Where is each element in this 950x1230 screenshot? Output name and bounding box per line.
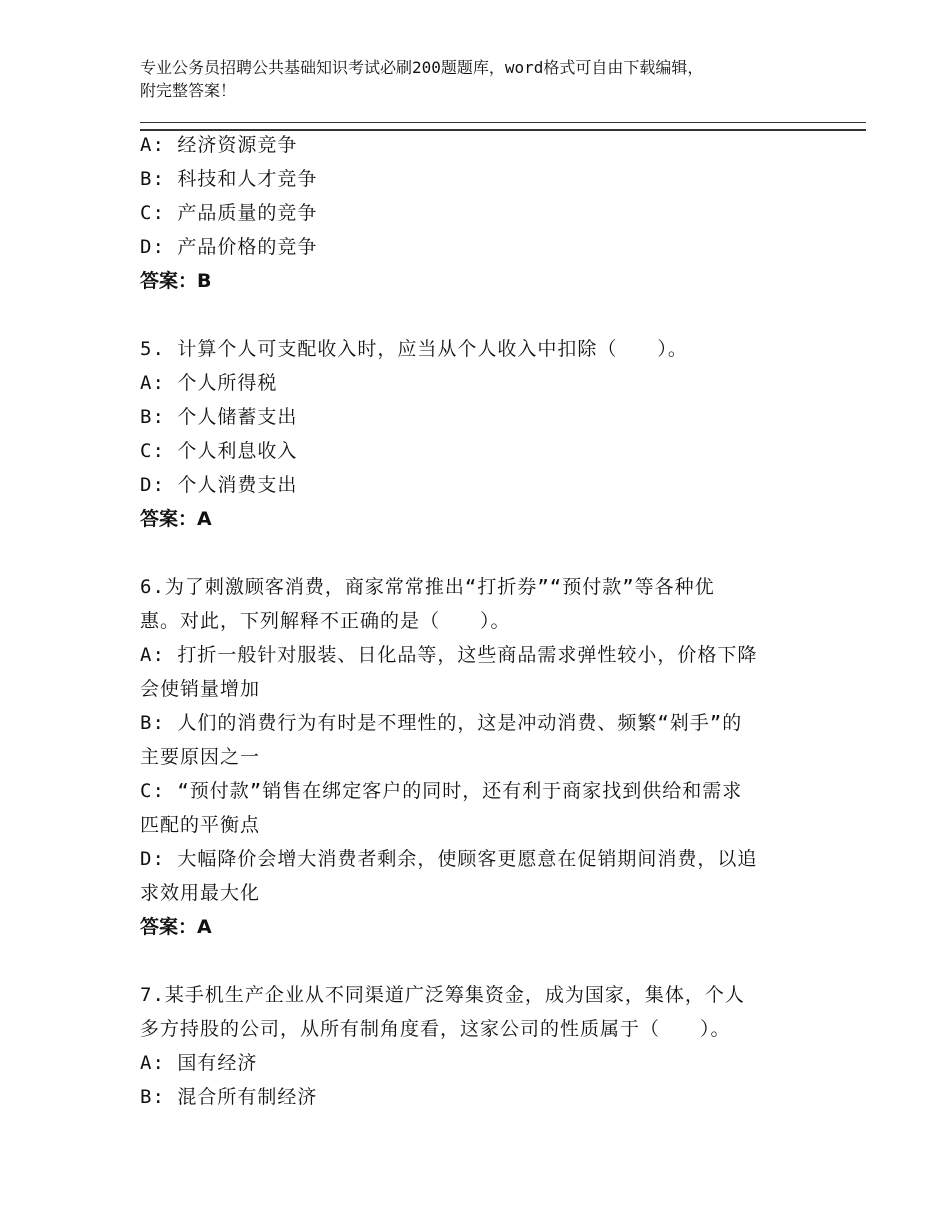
q5-option-b: B: 个人储蓄支出 [140, 406, 298, 428]
q6-option-b-line-2: 主要原因之一 [140, 746, 261, 768]
q6-question-line-1: 6.为了刺激顾客消费，商家常常推出“打折券”“预付款”等各种优 [140, 576, 715, 598]
spacer [140, 536, 830, 570]
q6-answer: 答案：A [140, 916, 212, 938]
q6-option-a-line-2: 会使销量增加 [140, 678, 261, 700]
spacer [140, 944, 830, 978]
q4-answer: 答案：B [140, 270, 212, 292]
q6-option-a-line-1: A: 打折一般针对服装、日化品等，这些商品需求弹性较小，价格下降 [140, 644, 758, 666]
header-line-2: 附完整答案！ [140, 81, 237, 100]
q5-option-d: D: 个人消费支出 [140, 474, 298, 496]
q5-option-c: C: 个人利息收入 [140, 440, 298, 462]
q5-option-a: A: 个人所得税 [140, 372, 278, 394]
header-line-1: 专业公务员招聘公共基础知识考试必刷200题题库，word格式可自由下载编辑， [140, 58, 704, 77]
q6-option-c-line-1: C: “预付款”销售在绑定客户的同时，还有利于商家找到供给和需求 [140, 780, 743, 802]
q4-option-c: C: 产品质量的竞争 [140, 202, 318, 224]
q6-option-d-line-2: 求效用最大化 [140, 882, 261, 904]
q7-option-a: A: 国有经济 [140, 1052, 258, 1074]
q4-option-b: B: 科技和人才竞争 [140, 168, 318, 190]
q6-option-d-line-1: D: 大幅降价会增大消费者剩余，使顾客更愿意在促销期间消费，以追 [140, 848, 758, 870]
question-4-fragment [140, 128, 830, 298]
q7-question-line-2: 多方持股的公司，从所有制角度看，这家公司的性质属于（ ）。 [140, 1018, 731, 1040]
page-header [140, 56, 830, 102]
question-6 [140, 570, 830, 944]
q5-answer: 答案：A [140, 508, 212, 530]
q6-question-line-2: 惠。对此，下列解释不正确的是（ ）。 [140, 610, 511, 632]
question-5 [140, 332, 830, 536]
q5-question: 5. 计算个人可支配收入时，应当从个人收入中扣除（ ）。 [140, 338, 688, 360]
q7-option-b: B: 混合所有制经济 [140, 1086, 318, 1108]
q7-question-line-1: 7.某手机生产企业从不同渠道广泛筹集资金，成为国家，集体，个人 [140, 984, 745, 1006]
question-list [140, 128, 830, 1114]
question-7 [140, 978, 830, 1114]
q6-option-b-line-1: B: 人们的消费行为有时是不理性的，这是冲动消费、频繁“剁手”的 [140, 712, 743, 734]
q4-option-a: A: 经济资源竞争 [140, 134, 298, 156]
q6-option-c-line-2: 匹配的平衡点 [140, 814, 261, 836]
q4-option-d: D: 产品价格的竞争 [140, 236, 318, 258]
spacer [140, 298, 830, 332]
